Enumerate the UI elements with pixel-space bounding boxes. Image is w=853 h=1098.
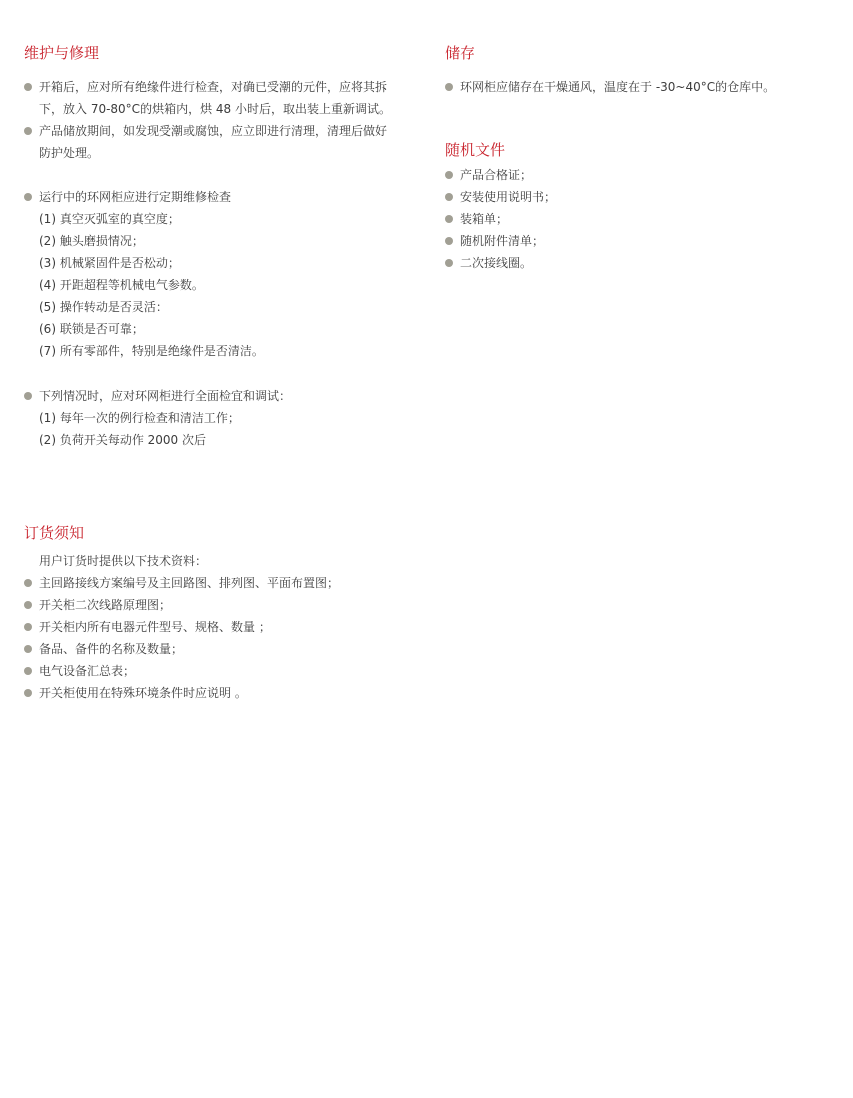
- list-item-continuation: (7) 所有零部件，特别是绝缘件是否清洁。: [39, 344, 264, 358]
- maintenance-group-1: [24, 76, 391, 164]
- list-item-continuation: 防护处理。: [39, 146, 100, 160]
- list-item: 装箱单；: [445, 208, 556, 230]
- list-item: 开箱后，应对所有绝缘件进行检查，对确已受潮的元件，应将其拆: [24, 76, 391, 98]
- maintenance-title: 维护与修理: [24, 44, 100, 62]
- storage-title: 储存: [445, 44, 476, 62]
- list-item-continuation: (3) 机械紧固件是否松动；: [39, 256, 180, 270]
- list-item-continuation: (1) 每年一次的例行检查和清洁工作；: [39, 411, 240, 425]
- list-item: 开关柜内所有电器元件型号、规格、数量 ；: [24, 616, 339, 638]
- list-item: 开关柜二次线路原理图；: [24, 594, 339, 616]
- list-item-continuation: (4) 开距超程等机械电气参数。: [39, 278, 204, 292]
- list-item-continuation: (2) 触头磨损情况；: [39, 234, 144, 248]
- documents-title: 随机文件: [445, 141, 506, 159]
- list-item-continuation: 用户订货时提供以下技术资料：: [39, 554, 208, 568]
- list-item: 安装使用说明书；: [445, 186, 556, 208]
- list-item-continuation: (5) 操作转动是否灵活：: [39, 300, 168, 314]
- ordering-title: 订货须知: [24, 524, 85, 542]
- list-item: 二次接线圈。: [445, 252, 556, 274]
- list-item-continuation: 下，放入 70-80°C的烘箱内，烘 48 小时后，取出装上重新调试。: [39, 102, 391, 116]
- list-item: 产品储放期间，如发现受潮或腐蚀，应立即进行清理，清理后做好: [24, 120, 391, 142]
- list-item: 备品、备件的名称及数量；: [24, 638, 339, 660]
- documents-list: [445, 164, 556, 274]
- list-item: 环网柜应储存在干燥通风，温度在于 -30~40°C的仓库中。: [445, 76, 775, 98]
- list-item: 产品合格证；: [445, 164, 556, 186]
- maintenance-group-3: [24, 385, 291, 451]
- list-item: 电气设备汇总表；: [24, 660, 339, 682]
- storage-list: [445, 76, 775, 98]
- list-item: 运行中的环网柜应进行定期维修检查: [24, 186, 264, 208]
- maintenance-group-2: [24, 186, 264, 362]
- list-item-continuation: (6) 联锁是否可靠；: [39, 322, 144, 336]
- list-item: 随机附件清单；: [445, 230, 556, 252]
- list-item: 下列情况时，应对环网柜进行全面检宜和调试：: [24, 385, 291, 407]
- list-item-continuation: (2) 负荷开关每动作 2000 次后: [39, 433, 206, 447]
- list-item: 开关柜使用在特殊环境条件时应说明 。: [24, 682, 339, 704]
- ordering-list: [24, 550, 339, 704]
- list-item-continuation: (1) 真空灭弧室的真空度；: [39, 212, 180, 226]
- list-item: 主回路接线方案编号及主回路图、排列图、平面布置图；: [24, 572, 339, 594]
